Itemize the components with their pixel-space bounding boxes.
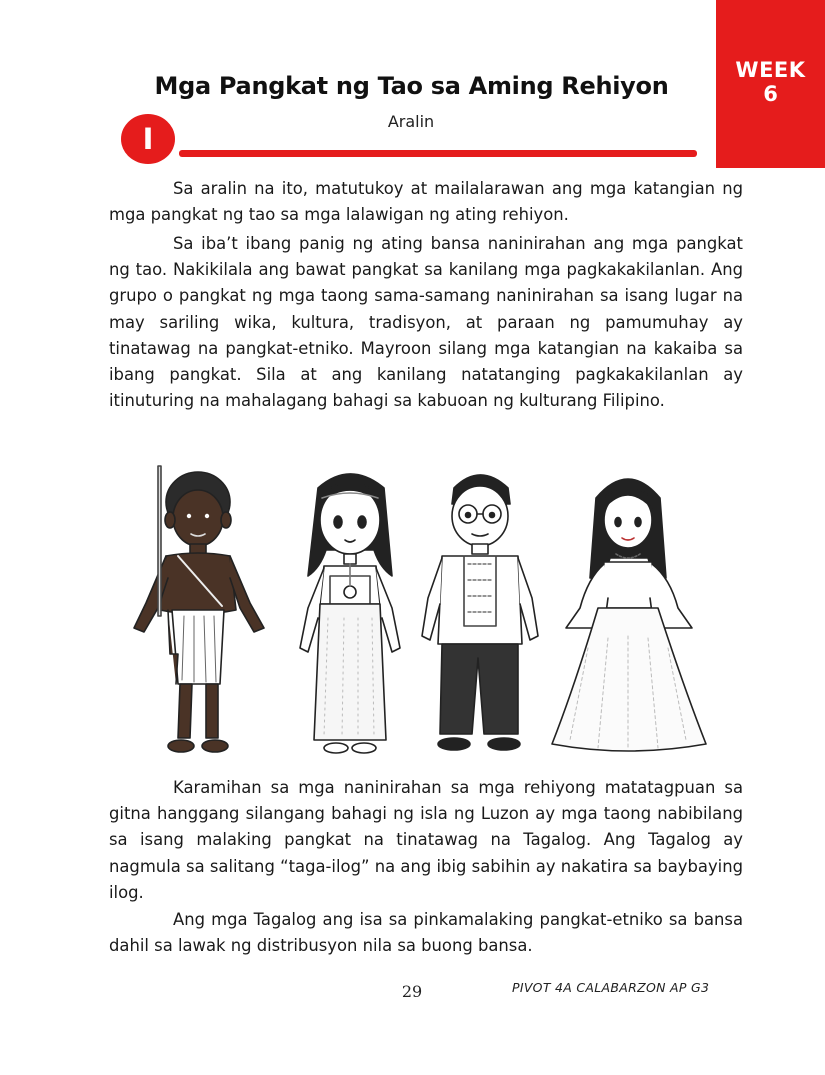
- week-number: 6: [763, 82, 778, 106]
- section-badge: I: [121, 114, 175, 164]
- footer-credit: PIVOT 4A CALABARZON AP G3: [512, 980, 710, 995]
- girl-in-dress-figure: [300, 474, 400, 753]
- paragraph-intro: Sa aralin na ito, matutukoy at mailalarawan ang mga katangian ng mga pangkat ng tao sa mga lalawigan ng ating rehiyon.: [109, 179, 743, 225]
- people-illustration: [118, 458, 750, 770]
- paragraph-tagalog: Karamihan sa mga naninirahan sa mga rehiyong matatagpuan sa gitna hanggang silangang bahagi ng isla ng Luzon ay mga taong nabibilang sa isang malaking pangkat na tinatawag na Tagalog. Ang Tagalog ay nagmula sa salitang “taga-ilog” na ang ibig sabihin ay nakatira sa baybaying ilog.: [109, 778, 743, 902]
- page-title: Mga Pangkat ng Tao sa Aming Rehiyon: [154, 72, 669, 100]
- boy-in-barong-figure: [422, 475, 538, 750]
- page-number: 29: [401, 982, 423, 1001]
- lesson-subtitle: Aralin: [387, 112, 435, 131]
- title-underline: [179, 150, 697, 157]
- aeta-boy-figure: [134, 466, 264, 752]
- paragraph-ethnic-groups: Sa iba’t ibang panig ng ating bansa naninirahan ang mga pangkat ng tao. Nakikilala ang bawat pangkat sa kanilang mga pagkakakilanlan. Ang grupo o pangkat ng mga taong sama-samang naninirahan sa isang lugar na may sariling wika, kultura, tradisyon, at paraan ng pamumuhay ay tinatawag na pangkat-etniko. Mayroon silang mga katangian na kakaiba sa ibang pangkat. Sila at ang kanilang natatanging pagkakakilanlan ay itinuturing na mahalagang bahagi sa kabuoan ng kulturang Filipino.: [109, 234, 743, 411]
- paragraph-largest-group: Ang mga Tagalog ang isa sa pinkamalaking pangkat-etniko sa bansa dahil sa lawak ng distribusyon nila sa buong bansa.: [109, 910, 743, 956]
- week-label: WEEK: [735, 58, 806, 82]
- woman-in-gown-figure: [552, 479, 706, 751]
